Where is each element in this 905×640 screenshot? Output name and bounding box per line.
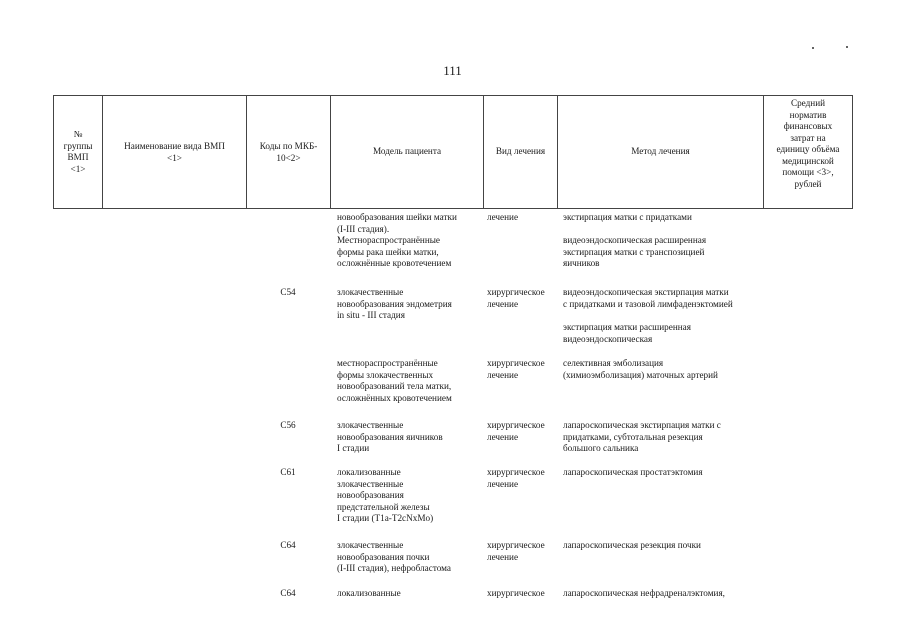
type-cell: лечение: [487, 212, 519, 222]
method-cell: экстирпация матки расширенная видеоэндоскопическая: [563, 322, 691, 344]
type-cell: хирургическое: [487, 588, 545, 598]
type-cell: хирургическое лечение: [487, 540, 545, 562]
header-divider: [852, 95, 853, 208]
scan-speck: [846, 46, 848, 48]
model-cell: локализованные: [337, 588, 401, 598]
header-top-border: [53, 95, 853, 96]
method-cell: лапароскопическая резекция почки: [563, 540, 701, 550]
method-cell: видеоэндоскопическая экстирпация матки с придатками и тазовой лимфаденэктомией: [563, 287, 733, 309]
code-cell: C64: [280, 588, 296, 598]
method-cell: лапароскопическая экстирпация матки с придатками, субтотальная резекция большого сальника: [563, 420, 721, 453]
header-group: № группы ВМП <1>: [63, 129, 93, 174]
header-name: Наименование вида ВМП <1>: [124, 141, 225, 163]
method-cell: экстирпация матки с придатками: [563, 212, 692, 222]
model-cell: злокачественные новообразования эндометрия in situ - III стадия: [337, 287, 452, 320]
model-cell: злокачественные новообразования почки (I-III стадия), нефробластома: [337, 540, 451, 573]
header-code: Коды по МКБ- 10<2>: [259, 141, 318, 163]
scan-speck: [812, 47, 814, 49]
type-cell: хирургическое лечение: [487, 467, 545, 489]
header-bottom-border: [53, 208, 853, 209]
model-cell: злокачественные новообразования яичников I стадии: [337, 420, 443, 453]
code-cell: C61: [280, 467, 296, 477]
model-cell: локализованные злокачественные новообразования предстательной железы I стадии (T1a-T2cNxMo): [337, 467, 434, 523]
header-norm: Средний норматив финансовых затрат на единицу объёма медицинской помощи <3>, рублей: [776, 98, 840, 189]
model-cell: новообразования шейки матки (I-III стадия). Местнораспространённые формы рака шейки матки, осложнённые кровотечением: [337, 212, 457, 268]
code-cell: C54: [280, 287, 296, 297]
header-model: Модель пациента: [372, 146, 442, 156]
code-cell: C64: [280, 540, 296, 550]
method-cell: видеоэндоскопическая расширенная экстирпация матки с транспозицией яичников: [563, 235, 707, 268]
header-type: Вид лечения: [495, 146, 546, 156]
method-cell: селективная эмболизация (химиоэмболизация) маточных артерий: [563, 358, 718, 380]
method-cell: лапароскопическая простатэктомия: [563, 467, 703, 477]
type-cell: хирургическое лечение: [487, 358, 545, 380]
model-cell: местнораспространённые формы злокачественных новообразований тела матки, осложнённых кровотечением: [337, 358, 452, 403]
type-cell: хирургическое лечение: [487, 287, 545, 309]
header-method: Метод лечения: [631, 146, 690, 156]
page-number: 111: [443, 63, 462, 78]
code-cell: C56: [280, 420, 296, 430]
type-cell: хирургическое лечение: [487, 420, 545, 442]
method-cell: лапароскопическая нефрадреналэктомия,: [563, 588, 725, 598]
